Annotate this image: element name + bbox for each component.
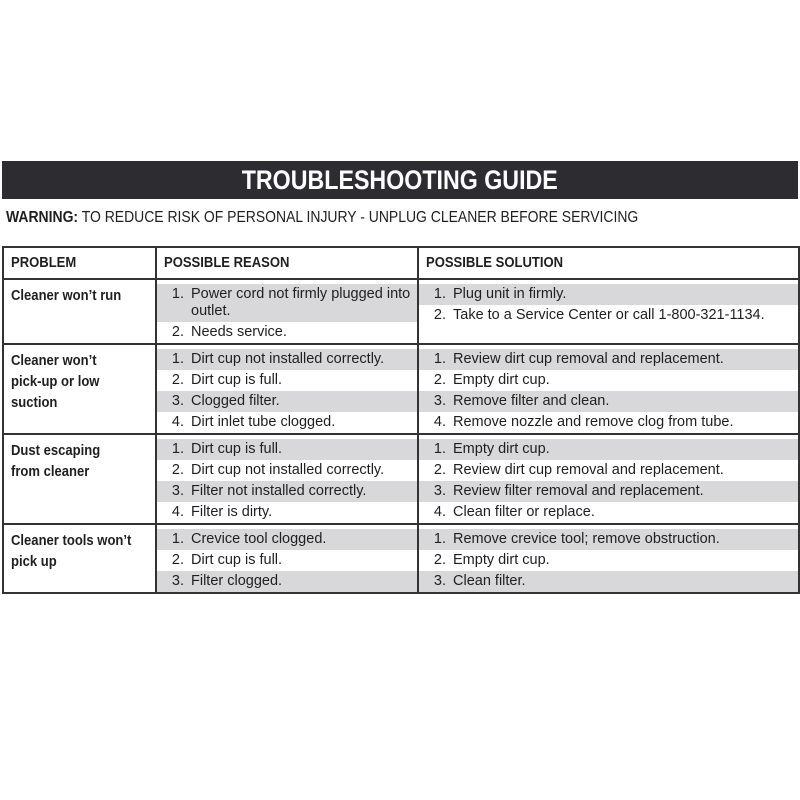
- reason-text: Clogged filter.: [191, 393, 280, 409]
- guide-title-bar: [2, 161, 798, 199]
- reason-item: [157, 349, 417, 370]
- item-number: 2.: [433, 462, 446, 478]
- solution-text: Remove filter and clean.: [453, 393, 610, 409]
- problem-text: suction: [11, 395, 58, 411]
- item-number: 1.: [433, 441, 446, 457]
- solution-item: [419, 460, 798, 481]
- solution-item: [419, 550, 798, 571]
- warning-label: WARNING:: [6, 209, 79, 226]
- reason-item: [157, 391, 417, 412]
- reason-text: Filter is dirty.: [191, 504, 273, 520]
- reason-text: Dirt cup not installed correctly.: [191, 462, 385, 478]
- item-number: 4.: [433, 504, 446, 520]
- solution-text: Empty dirt cup.: [453, 372, 550, 388]
- solution-text: Take to a Service Center or call 1-800-321-1134.: [453, 307, 765, 323]
- solution-text: Review dirt cup removal and replacement.: [453, 462, 724, 478]
- item-number: 2.: [433, 552, 446, 568]
- item-number: 3.: [433, 393, 446, 409]
- reason-text: Crevice tool clogged.: [191, 531, 327, 547]
- item-number: 1.: [171, 441, 184, 457]
- warning-line: [6, 209, 638, 227]
- problem-text: Cleaner tools won’t: [11, 533, 132, 549]
- solution-text: Remove crevice tool; remove obstruction.: [453, 531, 720, 547]
- table-header-row: [3, 247, 799, 279]
- problem-text: Dust escaping: [11, 443, 101, 459]
- item-number: 2.: [433, 372, 446, 388]
- solution-text: Clean filter.: [453, 573, 526, 589]
- solution-item: [419, 571, 798, 592]
- reason-item: [157, 322, 417, 343]
- reason-item: [157, 412, 417, 433]
- item-number: 3.: [433, 483, 446, 499]
- item-number: 4.: [171, 414, 184, 430]
- reason-item: [157, 284, 417, 322]
- header-reason: POSSIBLE REASON: [156, 247, 418, 279]
- problem-text: pick-up or low: [11, 374, 100, 390]
- item-number: 3.: [433, 573, 446, 589]
- solution-item: [419, 439, 798, 460]
- item-number: 2.: [171, 462, 184, 478]
- solution-cell: [418, 344, 799, 434]
- problem-cell: [3, 434, 156, 524]
- solution-cell: [418, 434, 799, 524]
- item-number: 1.: [433, 351, 446, 367]
- item-number: 1.: [171, 351, 184, 367]
- item-number: 1.: [171, 286, 184, 302]
- table-row: [3, 344, 799, 434]
- table-row: [3, 434, 799, 524]
- solution-item: [419, 481, 798, 502]
- item-number: 2.: [171, 324, 184, 340]
- solution-text: Empty dirt cup.: [453, 552, 550, 568]
- problem-text: from cleaner: [11, 464, 90, 480]
- item-number: 1.: [171, 531, 184, 547]
- item-number: 1.: [433, 531, 446, 547]
- reason-item: [157, 439, 417, 460]
- reason-item: [157, 529, 417, 550]
- item-number: 3.: [171, 393, 184, 409]
- solution-item: [419, 502, 798, 523]
- reason-item: [157, 481, 417, 502]
- reason-item: [157, 370, 417, 391]
- solution-item: [419, 412, 798, 433]
- reason-item: [157, 502, 417, 523]
- problem-text: pick up: [11, 554, 57, 570]
- troubleshooting-table: [2, 246, 800, 594]
- reason-text: Power cord not firmly plugged into outlet.: [191, 286, 411, 319]
- reason-text: Dirt cup is full.: [191, 372, 283, 388]
- reason-cell: [156, 279, 418, 344]
- reason-item: [157, 550, 417, 571]
- header-solution: POSSIBLE SOLUTION: [418, 247, 799, 279]
- solution-text: Remove nozzle and remove clog from tube.: [453, 414, 734, 430]
- table-row: [3, 524, 799, 593]
- problem-cell: [3, 524, 156, 593]
- item-number: 3.: [171, 483, 184, 499]
- guide-title: TROUBLESHOOTING GUIDE: [241, 164, 559, 195]
- reason-cell: [156, 344, 418, 434]
- reason-text: Dirt cup not installed correctly.: [191, 351, 385, 367]
- reason-cell: [156, 524, 418, 593]
- reason-item: [157, 571, 417, 592]
- table-body: [3, 279, 799, 593]
- item-number: 2.: [171, 372, 184, 388]
- item-number: 3.: [171, 573, 184, 589]
- item-number: 4.: [433, 414, 446, 430]
- solution-item: [419, 305, 798, 326]
- reason-text: Filter clogged.: [191, 573, 283, 589]
- solution-text: Review filter removal and replacement.: [453, 483, 704, 499]
- problem-cell: [3, 279, 156, 344]
- solution-text: Review dirt cup removal and replacement.: [453, 351, 724, 367]
- reason-text: Dirt cup is full.: [191, 552, 283, 568]
- reason-text: Dirt cup is full.: [191, 441, 283, 457]
- problem-text: Cleaner won’t run: [11, 288, 122, 304]
- solution-cell: [418, 279, 799, 344]
- item-number: 2.: [433, 307, 446, 323]
- header-problem: PROBLEM: [3, 247, 156, 279]
- reason-item: [157, 460, 417, 481]
- solution-cell: [418, 524, 799, 593]
- reason-text: Dirt inlet tube clogged.: [191, 414, 336, 430]
- item-number: 4.: [171, 504, 184, 520]
- solution-item: [419, 391, 798, 412]
- solution-text: Clean filter or replace.: [453, 504, 595, 520]
- solution-item: [419, 349, 798, 370]
- reason-text: Filter not installed correctly.: [191, 483, 367, 499]
- solution-item: [419, 284, 798, 305]
- problem-cell: [3, 344, 156, 434]
- problem-text: Cleaner won’t: [11, 353, 97, 369]
- solution-item: [419, 370, 798, 391]
- table-row: [3, 279, 799, 344]
- warning-text: TO REDUCE RISK OF PERSONAL INJURY - UNPLUG CLEANER BEFORE SERVICING: [78, 209, 639, 226]
- reason-text: Needs service.: [191, 324, 287, 340]
- item-number: 2.: [171, 552, 184, 568]
- reason-cell: [156, 434, 418, 524]
- solution-text: Plug unit in firmly.: [453, 286, 567, 302]
- item-number: 1.: [433, 286, 446, 302]
- solution-item: [419, 529, 798, 550]
- solution-text: Empty dirt cup.: [453, 441, 550, 457]
